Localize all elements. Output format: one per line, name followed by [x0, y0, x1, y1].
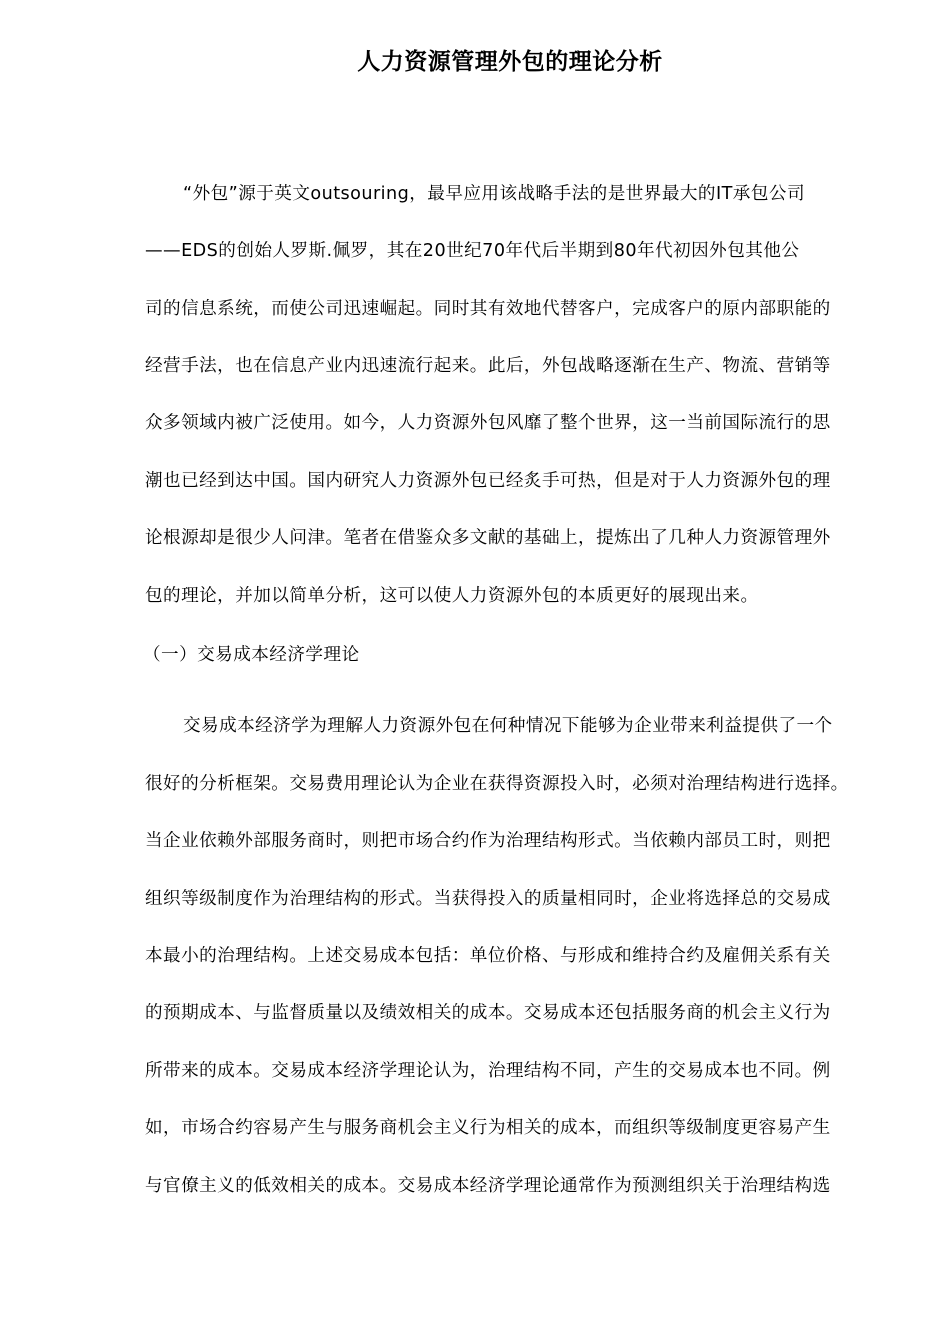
paragraph-1-line-8: 包的理论，并加以简单分析，这可以使人力资源外包的本质更好的展现出来。 [145, 586, 759, 606]
paragraph-2-line-8: 如，市场合约容易产生与服务商机会主义行为相关的成本，而组织等级制度更容易产生 [145, 1118, 831, 1138]
paragraph-2-line-7: 所带来的成本。交易成本经济学理论认为，治理结构不同，产生的交易成本也不同。例 [145, 1061, 831, 1081]
paragraph-1-line-3: 司的信息系统，而使公司迅速崛起。同时其有效地代替客户，完成客户的原内部职能的 [145, 299, 831, 319]
section-heading-transaction-cost: （一）交易成本经济学理论 [143, 645, 360, 665]
paragraph-2-line-2: 很好的分析框架。交易费用理论认为企业在获得资源投入时，必须对治理结构进行选择。 [145, 774, 849, 794]
paragraph-2-line-6: 的预期成本、与监督质量以及绩效相关的成本。交易成本还包括服务商的机会主义行为 [145, 1003, 831, 1023]
paragraph-1-line-2: ——EDS的创始人罗斯.佩罗，其在20世纪70年代后半期到80年代初因外包其他公 [145, 241, 800, 261]
paragraph-2-line-3: 当企业依赖外部服务商时，则把市场合约作为治理结构形式。当依赖内部员工时，则把 [145, 831, 831, 851]
paragraph-2-line-1: 交易成本经济学为理解人力资源外包在何种情况下能够为企业带来利益提供了一个 [183, 716, 833, 736]
paragraph-1-line-6: 潮也已经到达中国。国内研究人力资源外包已经炙手可热，但是对于人力资源外包的理 [145, 471, 831, 491]
paragraph-1-line-4: 经营手法，也在信息产业内迅速流行起来。此后，外包战略逐渐在生产、物流、营销等 [145, 356, 831, 376]
paragraph-1-line-5: 众多领域内被广泛使用。如今，人力资源外包风靡了整个世界，这一当前国际流行的思 [145, 413, 831, 433]
paragraph-2-line-5: 本最小的治理结构。上述交易成本包括：单位价格、与形成和维持合约及雇佣关系有关 [145, 946, 831, 966]
paragraph-1-line-1: “外包”源于英文outsouring，最早应用该战略手法的是世界最大的IT承包公司 [183, 184, 805, 204]
document-title: 人力资源管理外包的理论分析 [357, 49, 663, 75]
paragraph-1-line-7: 论根源却是很少人问津。笔者在借鉴众多文献的基础上，提炼出了几种人力资源管理外 [145, 528, 831, 548]
paragraph-2-line-4: 组织等级制度作为治理结构的形式。当获得投入的质量相同时，企业将选择总的交易成 [145, 889, 831, 909]
paragraph-2-line-9: 与官僚主义的低效相关的成本。交易成本经济学理论通常作为预测组织关于治理结构选 [145, 1176, 831, 1196]
